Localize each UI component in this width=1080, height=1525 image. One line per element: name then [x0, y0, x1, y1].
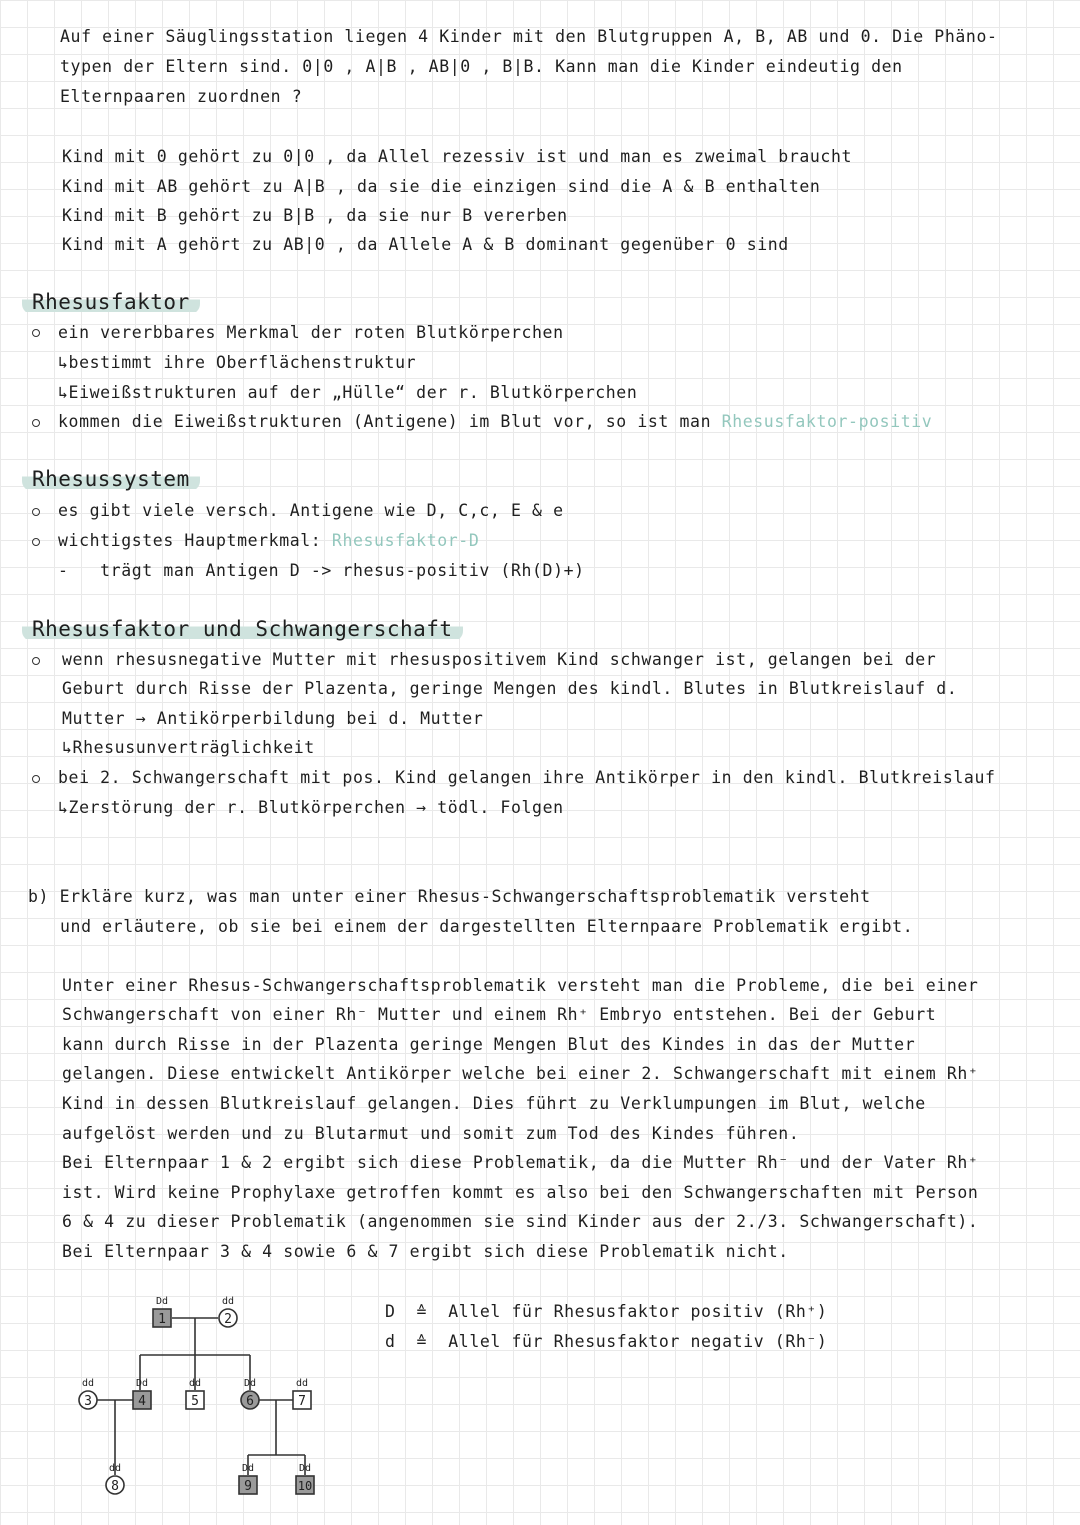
- pedigree-genotype: dd: [81, 1378, 95, 1389]
- pedigree-genotype: Dd: [243, 1378, 257, 1389]
- answer-b-line-1: Unter einer Rhesus-Schwangerschaftsproblematik versteht man die Probleme, die bei einer: [62, 976, 979, 995]
- pedigree-person-number: 1: [158, 1312, 166, 1327]
- answer-b-line-5: Kind in dessen Blutkreislauf gelangen. Dies führt zu Verklumpungen im Blut, welche: [62, 1094, 926, 1113]
- pedigree-person-number: 10: [297, 1479, 313, 1493]
- rf-bullet-1: ein vererbbares Merkmal der roten Blutkörperchen: [58, 323, 564, 342]
- legend-D-symbol: D: [385, 1302, 396, 1321]
- task-b-line-2: und erläutere, ob sie bei einem der dargestellten Elternpaare Problematik ergibt.: [60, 917, 914, 936]
- pedigree-person-number: 3: [84, 1394, 92, 1409]
- intro-line-3: Elternpaaren zuordnen ?: [60, 87, 303, 106]
- task-b-line-1: b) Erkläre kurz, was man unter einer Rhesus-Schwangerschaftsproblematik versteht: [28, 887, 871, 906]
- sw-b1-sub: ↳ Rhesusunverträglichkeit: [62, 738, 315, 757]
- pedigree-person-number: 4: [138, 1394, 146, 1409]
- answer-b-line-9: 6 & 4 zu dieser Problematik (angenommen sie sind Kinder aus der 2./3. Schwangerschaft).: [62, 1212, 979, 1231]
- bullet: [32, 657, 40, 665]
- rs-bullet-2: [58, 531, 479, 550]
- pedigree-person-number: 6: [246, 1394, 254, 1409]
- rs-bullet-1: es gibt viele versch. Antigene wie D, C,c, E & e: [58, 501, 564, 520]
- pedigree-person-number: 5: [191, 1394, 199, 1409]
- answer-b-line-10: Bei Elternpaar 3 & 4 sowie 6 & 7 ergibt sich diese Problematik nicht.: [62, 1242, 789, 1261]
- legend-row-d: [385, 1332, 827, 1351]
- legend-D-text: Allel für Rhesusfaktor positiv (Rh⁺): [448, 1302, 828, 1321]
- rs-sub: - trägt man Antigen D -> rhesus-positiv (Rh(D)+): [58, 561, 585, 580]
- bullet: [32, 508, 40, 516]
- legend-D-eq: ≙: [416, 1302, 428, 1321]
- heading-rhesusfaktor: Rhesusfaktor: [22, 290, 200, 314]
- answer-b-line-6: aufgelöst werden und zu Blutarmut und somit zum Tod des Kindes führen.: [62, 1124, 800, 1143]
- sw-b1-line-2: Geburt durch Risse der Plazenta, geringe Mengen des kindl. Blutes in Blutkreislauf d.: [62, 679, 958, 698]
- legend-d-text: Allel für Rhesusfaktor negativ (Rh⁻): [448, 1332, 828, 1351]
- bullet: [32, 538, 40, 546]
- answer-b-line-8: ist. Wird keine Prophylaxe getroffen kommt es also bei den Schwangerschaften mit Person: [62, 1183, 979, 1202]
- answer-b-line-2: Schwangerschaft von einer Rh⁻ Mutter und einem Rh⁺ Embryo entstehen. Bei der Geburt: [62, 1005, 937, 1024]
- heading-rhesussystem: Rhesussystem: [22, 467, 200, 491]
- rf-bullet-2: [58, 412, 932, 431]
- rs-bullet-2-text: wichtigstes Hauptmerkmal:: [58, 531, 322, 550]
- heading-schwangerschaft: Rhesusfaktor und Schwangerschaft: [22, 617, 463, 641]
- pedigree-genotype: dd: [295, 1378, 309, 1389]
- pedigree-person-number: 9: [244, 1479, 252, 1494]
- legend-d-symbol: d: [385, 1332, 396, 1351]
- pedigree-person-number: 2: [224, 1312, 232, 1327]
- pedigree-genotype: Dd: [298, 1463, 312, 1474]
- sw-b1-line-3: Mutter → Antikörperbildung bei d. Mutter: [62, 709, 484, 728]
- rf-sub-1: ↳ bestimmt ihre Oberflächenstruktur: [58, 353, 416, 372]
- bullet: [32, 775, 40, 783]
- rf-positiv-highlight: Rhesusfaktor-positiv: [721, 412, 933, 431]
- answer-b-line-7: Bei Elternpaar 1 & 2 ergibt sich diese Problematik, da die Mutter Rh⁻ und der Vater Rh⁺: [62, 1153, 979, 1172]
- rs-highlight: Rhesusfaktor-D: [331, 531, 480, 550]
- pedigree-person-number: 8: [111, 1479, 119, 1494]
- pedigree-genotype: dd: [108, 1463, 122, 1474]
- intro-line-1: Auf einer Säuglingsstation liegen 4 Kinder mit den Blutgruppen A, B, AB und 0. Die Phäno-: [60, 27, 998, 46]
- pedigree-genotype: Dd: [135, 1378, 149, 1389]
- rs-sub-text: trägt man Antigen D -> rhesus-positiv (Rh(D)+): [100, 561, 585, 580]
- bullet: [32, 419, 40, 427]
- answer-line-1: Kind mit 0 gehört zu 0|0 , da Allel rezessiv ist und man es zweimal braucht: [62, 147, 853, 166]
- answer-b-line-3: kann durch Risse in der Plazenta geringe Mengen Blut des Kindes in das der Mutter: [62, 1035, 916, 1054]
- pedigree-genotype: dd: [221, 1296, 235, 1307]
- sw-b2-sub: ↳ Zerstörung der r. Blutkörperchen → tödl. Folgen: [58, 798, 564, 817]
- legend-row-D: [385, 1302, 827, 1321]
- pedigree-genotype: Dd: [241, 1463, 255, 1474]
- answer-line-3: Kind mit B gehört zu B|B , da sie nur B vererben: [62, 206, 568, 225]
- answer-b-line-4: gelangen. Diese entwickelt Antikörper welche bei einer 2. Schwangerschaft mit einem Rh⁺: [62, 1064, 979, 1083]
- pedigree-genotype: Dd: [155, 1296, 169, 1307]
- pedigree-person-number: 7: [298, 1394, 306, 1409]
- legend-d-eq: ≙: [416, 1332, 428, 1351]
- pedigree-chart: [0, 1280, 360, 1510]
- answer-line-2: Kind mit AB gehört zu A|B , da sie die einzigen sind die A & B enthalten: [62, 177, 821, 196]
- pedigree-genotype: dd: [188, 1378, 202, 1389]
- rf-sub-2: ↳ Eiweißstrukturen auf der „Hülle“ der r. Blutkörperchen: [58, 383, 637, 402]
- sw-b1-line-1: wenn rhesusnegative Mutter mit rhesuspositivem Kind schwanger ist, gelangen bei der: [62, 650, 937, 669]
- answer-line-4: Kind mit A gehört zu AB|0 , da Allele A & B dominant gegenüber 0 sind: [62, 235, 789, 254]
- sw-b2: bei 2. Schwangerschaft mit pos. Kind gelangen ihre Antikörper in den kindl. Blutkreislauf: [58, 768, 996, 787]
- bullet: [32, 329, 40, 337]
- intro-line-2: typen der Eltern sind. 0|0 , A|B , AB|0 , B|B. Kann man die Kinder eindeutig den: [60, 57, 903, 76]
- rf-bullet-2-text: kommen die Eiweißstrukturen (Antigene) im Blut vor, so ist man: [58, 412, 712, 431]
